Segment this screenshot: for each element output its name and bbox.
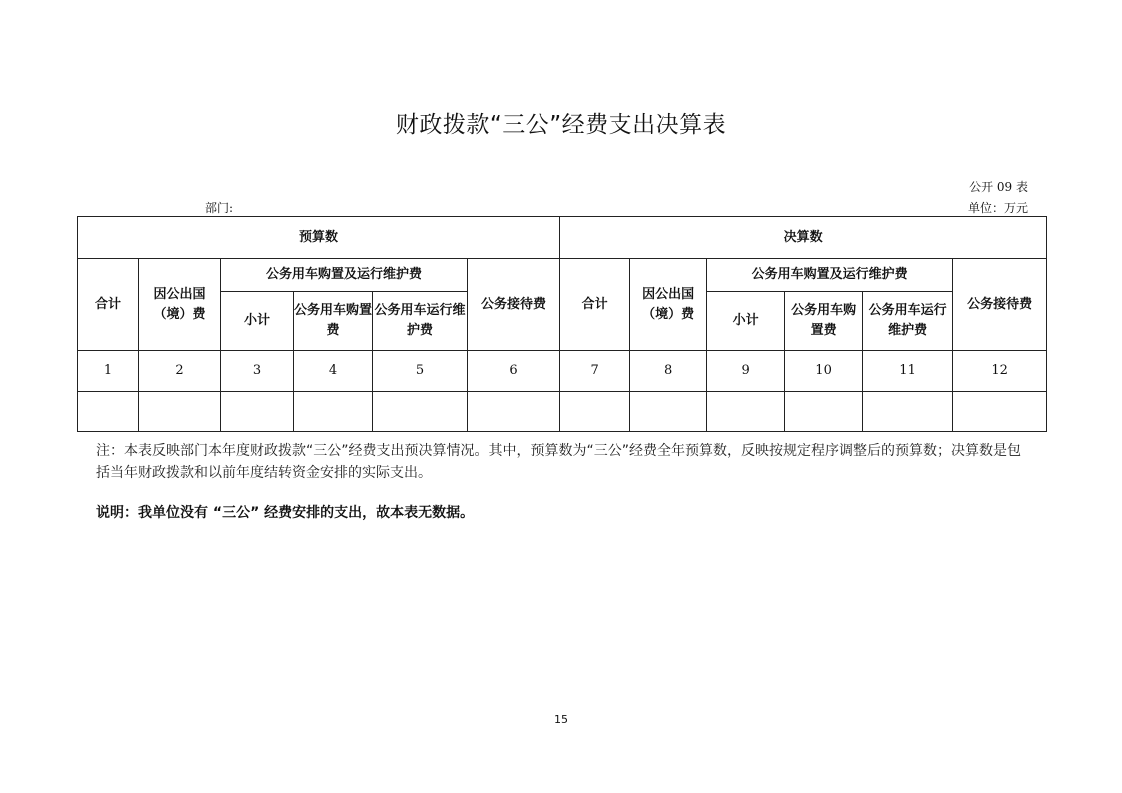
column-number: 10 xyxy=(785,351,863,392)
three-public-expenditure-table xyxy=(77,216,1047,432)
data-cell xyxy=(221,392,294,432)
budget-reception-header: 公务接待费 xyxy=(468,259,560,351)
budget-vehicle-operation-header: 公务用车运行维护费 xyxy=(373,292,468,351)
column-number: 2 xyxy=(139,351,221,392)
final-travel-abroad-header: 因公出国（境）费 xyxy=(630,259,707,351)
empty-data-row xyxy=(78,392,1047,432)
budget-header: 预算数 xyxy=(78,217,560,259)
final-vehicle-purchase-header: 公务用车购置费 xyxy=(785,292,863,351)
data-cell xyxy=(78,392,139,432)
data-cell xyxy=(630,392,707,432)
column-number: 11 xyxy=(863,351,953,392)
table-note: 注：本表反映部门本年度财政拨款“三公”经费支出预决算情况。其中，预算数为“三公”经费全年预算数，反映按规定程序调整后的预算数；决算数是包括当年财政拨款和以前年度结转资金安排的实际支出。 xyxy=(96,443,1022,481)
data-cell xyxy=(139,392,221,432)
column-number: 8 xyxy=(630,351,707,392)
data-cell xyxy=(953,392,1047,432)
final-subtotal-header: 小计 xyxy=(707,292,785,351)
column-number: 6 xyxy=(468,351,560,392)
final-header: 决算数 xyxy=(560,217,1047,259)
data-cell xyxy=(294,392,373,432)
column-number: 5 xyxy=(373,351,468,392)
budget-total-header: 合计 xyxy=(78,259,139,351)
data-cell xyxy=(707,392,785,432)
data-cell xyxy=(560,392,630,432)
final-total-header: 合计 xyxy=(560,259,630,351)
final-vehicle-group-header: 公务用车购置及运行维护费 xyxy=(707,259,953,292)
form-number: 公开 09 表 xyxy=(969,180,1028,194)
department-label: 部门: xyxy=(205,201,234,215)
column-number: 12 xyxy=(953,351,1047,392)
data-cell xyxy=(785,392,863,432)
column-number: 3 xyxy=(221,351,294,392)
data-cell xyxy=(373,392,468,432)
column-number-row xyxy=(78,351,1047,392)
page-title: 财政拨款“三公”经费支出决算表 xyxy=(395,112,727,138)
data-cell xyxy=(863,392,953,432)
page-number: 15 xyxy=(554,713,568,726)
column-number: 1 xyxy=(78,351,139,392)
column-number: 7 xyxy=(560,351,630,392)
column-number: 9 xyxy=(707,351,785,392)
final-reception-header: 公务接待费 xyxy=(953,259,1047,351)
unit-label: 单位：万元 xyxy=(967,201,1028,215)
data-cell xyxy=(468,392,560,432)
column-number: 4 xyxy=(294,351,373,392)
budget-vehicle-group-header: 公务用车购置及运行维护费 xyxy=(221,259,468,292)
budget-subtotal-header: 小计 xyxy=(221,292,294,351)
explanation-text: 说明：我单位没有 “三公” 经费安排的支出，故本表无数据。 xyxy=(96,505,475,521)
budget-vehicle-purchase-header: 公务用车购置费 xyxy=(294,292,373,351)
budget-travel-abroad-header: 因公出国（境）费 xyxy=(139,259,221,351)
final-vehicle-operation-header: 公务用车运行维护费 xyxy=(863,292,953,351)
